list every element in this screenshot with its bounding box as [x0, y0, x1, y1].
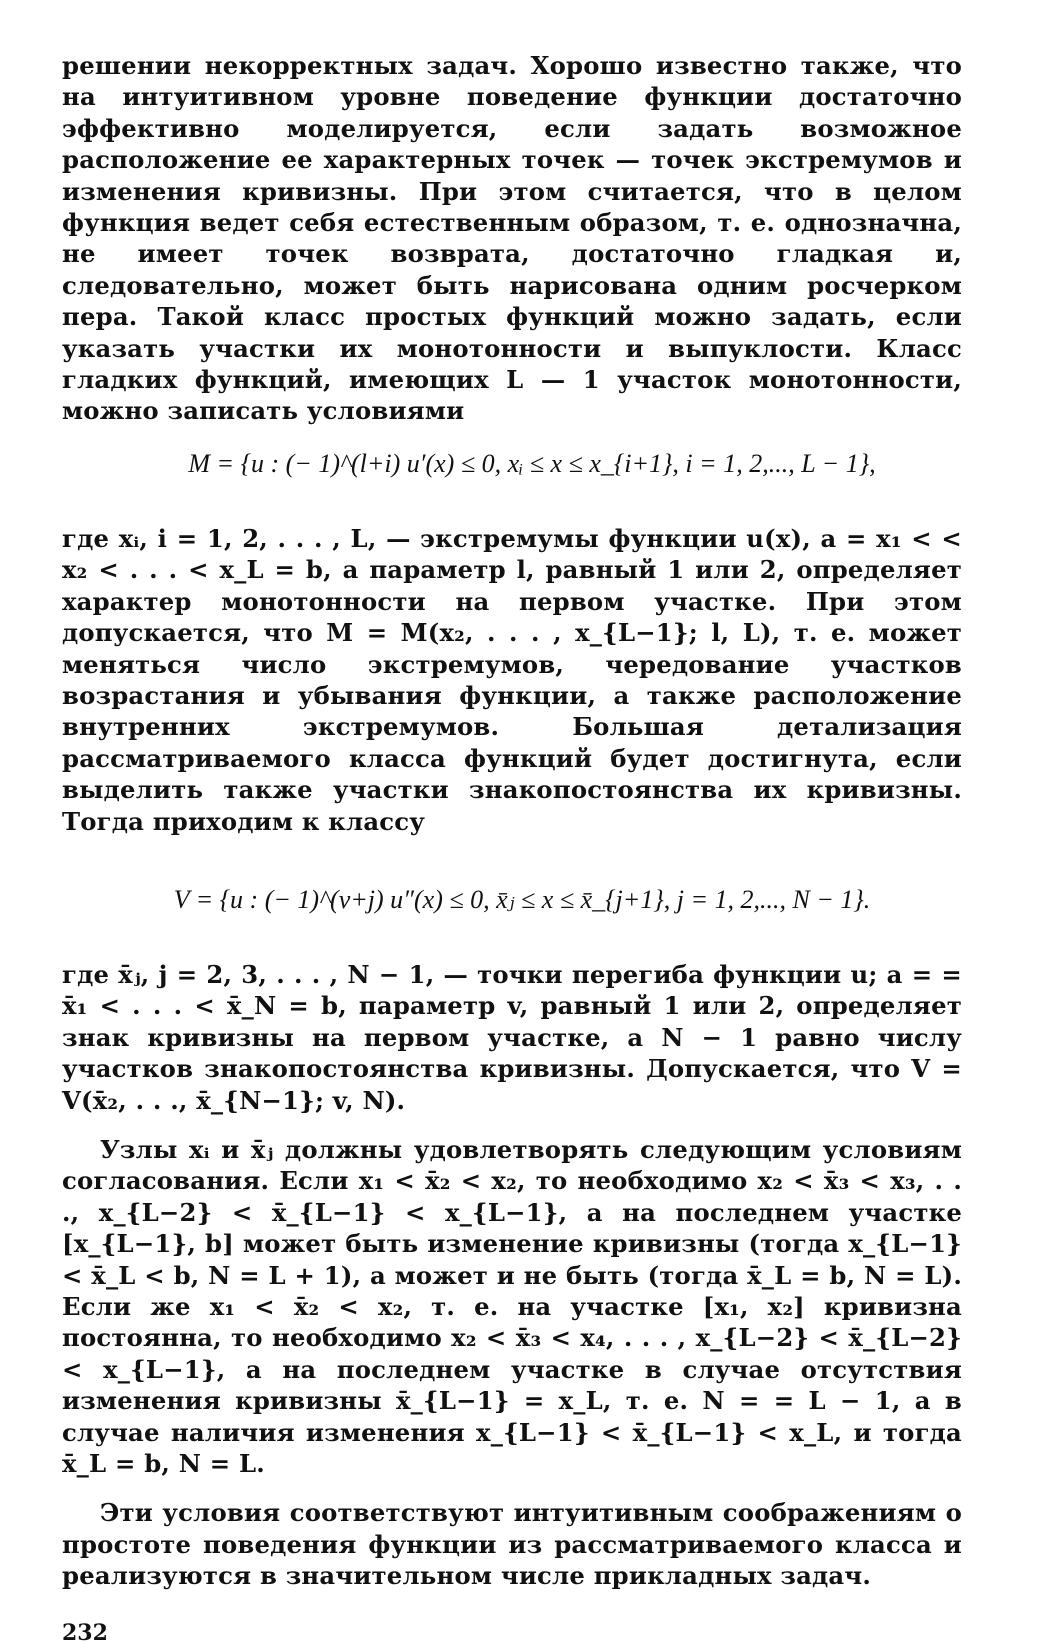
- paragraph-conclusion: Эти условия соответствуют интуитивным соображениям о простоте поведения функции из рассматриваемого класса и реализуются в значительном числе прикладных задач.: [62, 1498, 962, 1591]
- paragraph-intro: решении некорректных задач. Хорошо известно также, что на интуитивном уровне поведение функции достаточно эффективно моделируется, если задать возможное расположение ее характерных точек — точек экстремумов и изменения кривизны. При этом считается, что в целом функция ведет себя естественным образом, т. е. однозначна, не имеет точек возврата, достаточно гладкая и, следовательно, может быть нарисована одним росчерком пера. Такой класс простых функций можно задать, если указать участки их монотонности и выпуклости. Класс гладких функций, имеющих L — 1 участок монотонности, можно записать условиями: [62, 51, 962, 426]
- paragraph-inflection: где x̄ⱼ, j = 2, 3, . . . , N − 1, — точки перегиба функции u; a = = x̄₁ < . . . < x̄_N = b, параметр v, равный 1 или 2, определяет знак кривизны на первом участке, а N − 1 равно числу участков знакопостоянства кривизны. Допускается, что V = V(x̄₂, . . ., x̄_{N−1}; v, N).: [62, 959, 962, 1115]
- book-page: [62, 50, 962, 1646]
- formula-m-class: M = {u : (− 1)^(l+i) u′(x) ≤ 0, xᵢ ≤ x ≤ x_{i+1}, i = 1, 2,..., L − 1},: [188, 448, 876, 478]
- page-number: 232: [62, 1619, 108, 1646]
- paragraph-nodes: Узлы xᵢ и x̄ⱼ должны удовлетворять следующим условиям согласования. Если x₁ < x̄₂ < x₂, то необходимо x₂ < x̄₃ < x₃, . . ., x_{L−2} < x̄_{L−1} < x_{L−1}, а на последнем участке [x_{L−1}, b] может быть изменение кривизны (тогда x_{L−1} < x̄_L < b, N = L + 1), а может и не быть (тогда x̄_L = b, N = L). Если же x₁ < x̄₂ < x₂, т. е. на участке [x₁, x₂] кривизна постоянна, то необходимо x₂ < x̄₃ < x₄, . . . , x_{L−2} < x̄_{L−2} < x_{L−1}, а на последнем участке в случае отсутствия изменения кривизны x̄_{L−1} = x_L, т. е. N = = L − 1, а в случае наличия изменения x_{L−1} < x̄_{L−1} < x_L, и тогда x̄_L = b, N = L.: [62, 1134, 962, 1479]
- formula-v-class: V = {u : (− 1)^(v+j) u″(x) ≤ 0, x̄ⱼ ≤ x ≤ x̄_{j+1}, j = 1, 2,..., N − 1}.: [173, 884, 871, 914]
- paragraph-extrema: где xᵢ, i = 1, 2, . . . , L, — экстремумы функции u(x), a = x₁ < < x₂ < . . . < x_L = b, а параметр l, равный 1 или 2, определяет характер монотонности на первом участке. При этом допускается, что M = M(x₂, . . . , x_{L−1}; l, L), т. е. может меняться число экстремумов, чередование участков возрастания и убывания функции, а также расположение внутренних экстремумов. Большая детализация рассматриваемого класса функций будет достигнута, если выделить также участки знакопостоянства их кривизны. Тогда приходим к классу: [62, 523, 962, 836]
